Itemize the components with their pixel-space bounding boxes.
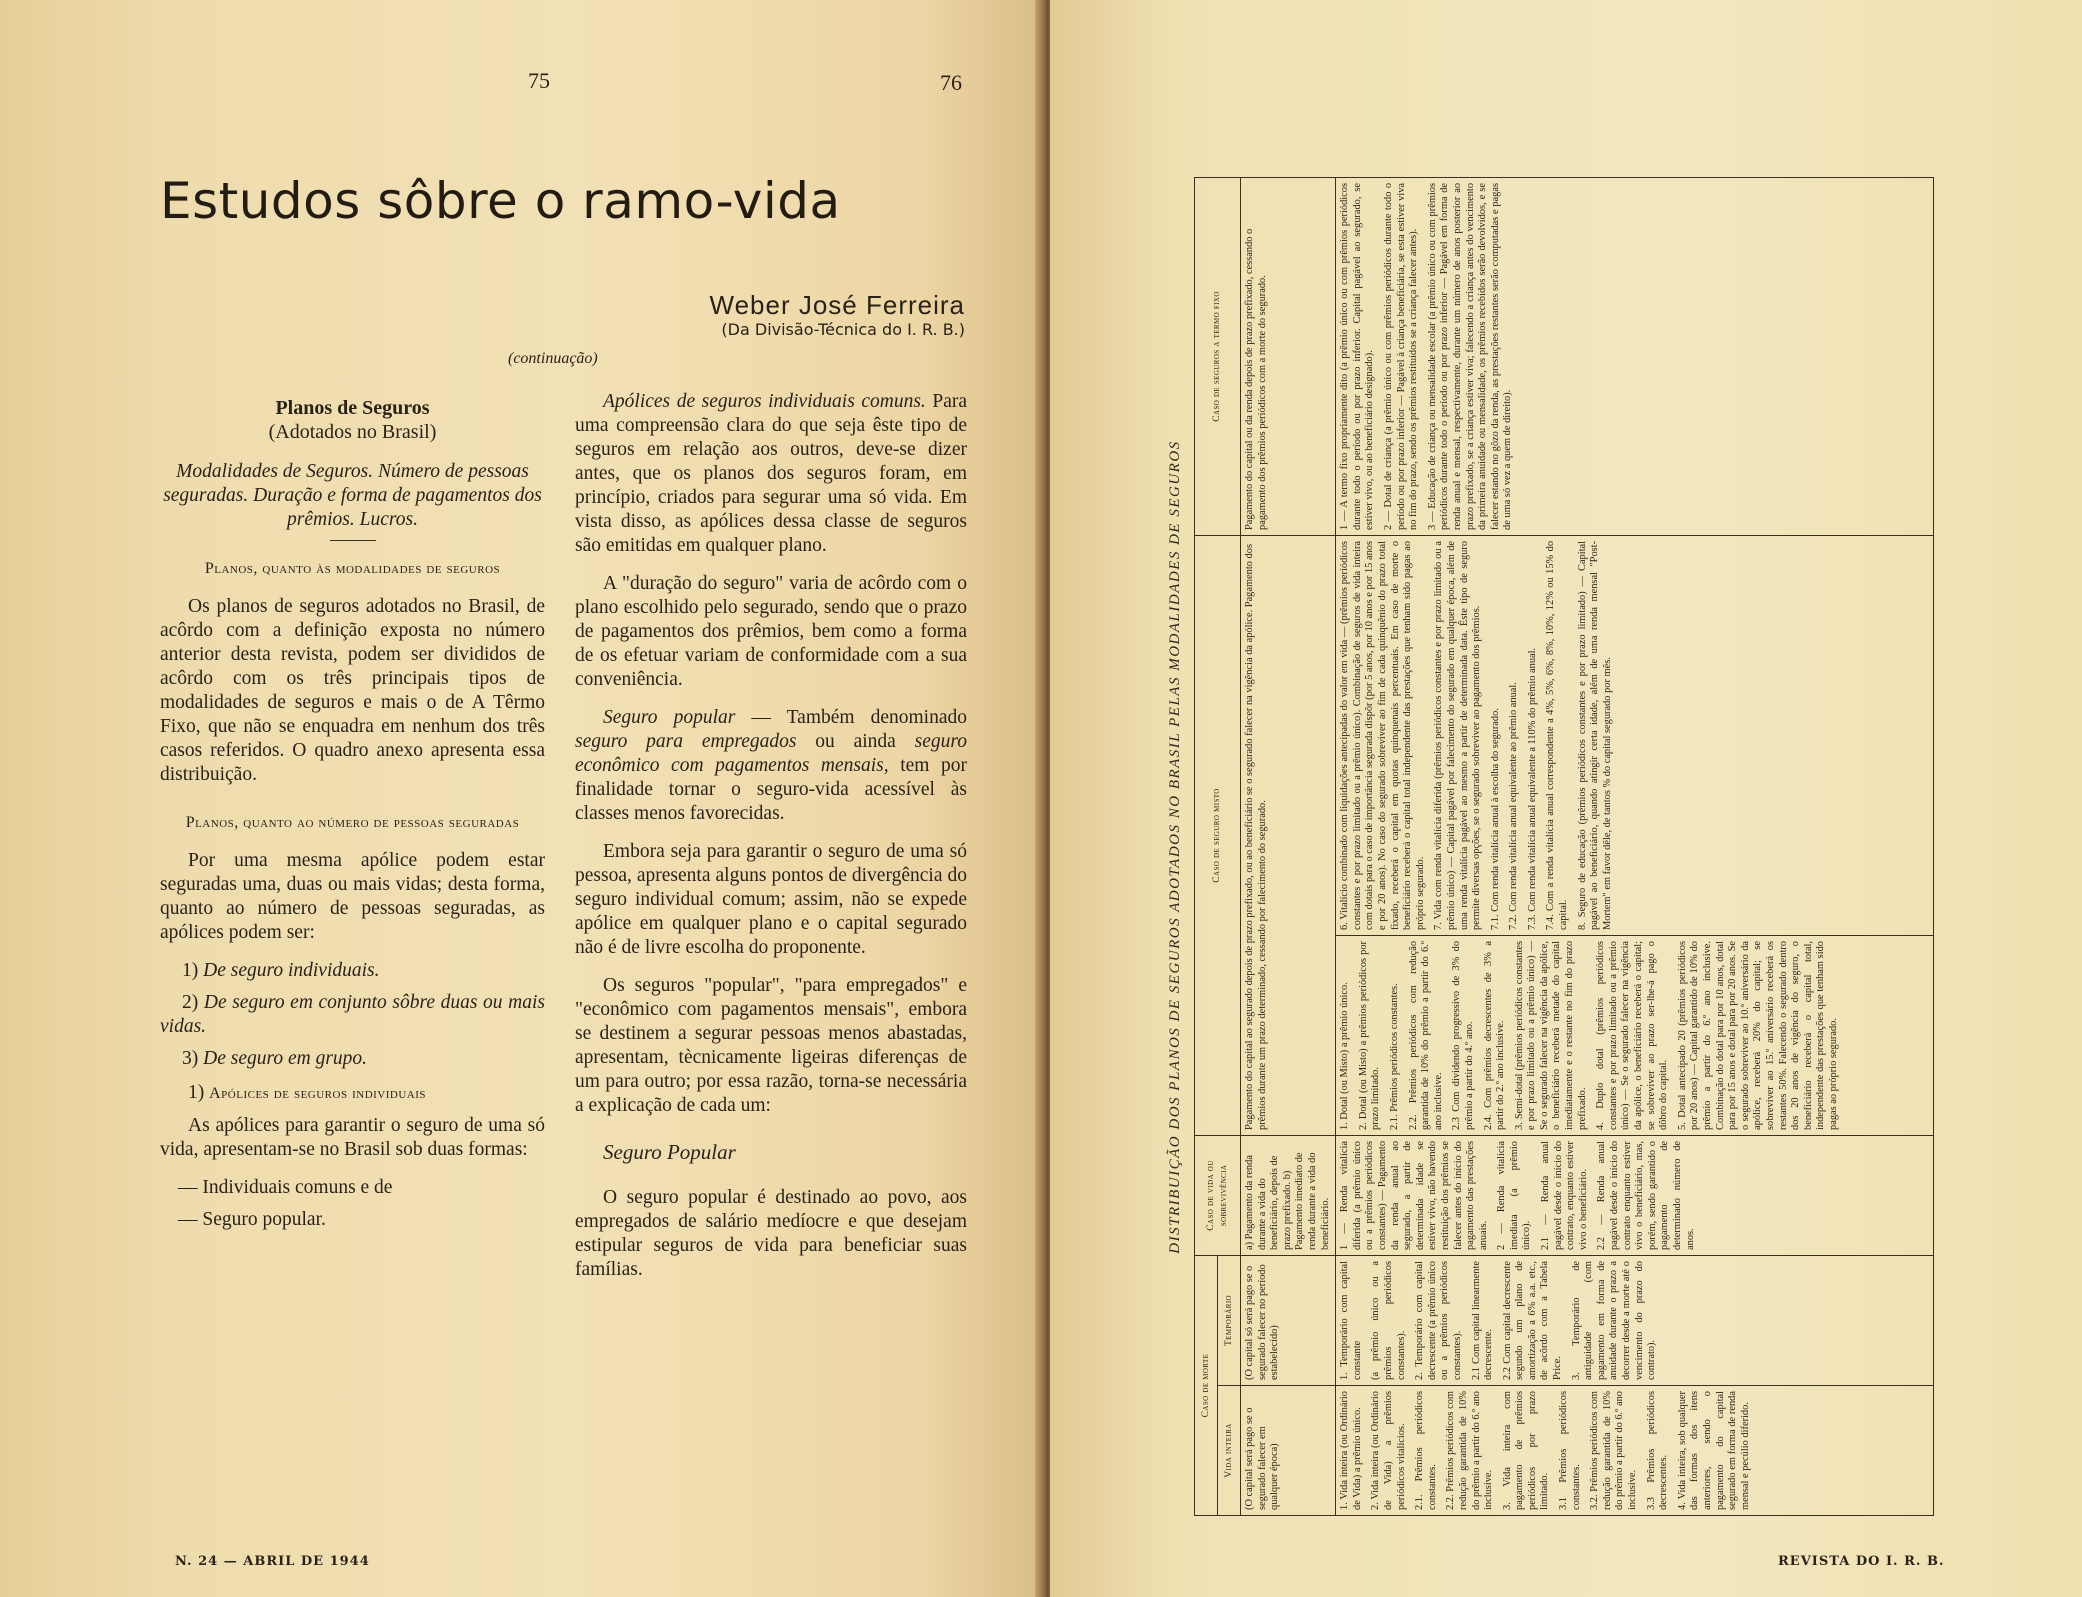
italic-summary: Modalidades de Seguros. Número de pessoas seguradas. Duração e forma de pagamentos dos prêmios. Lucros.	[163, 461, 542, 530]
header-caso-morte: Caso de morte	[1195, 1255, 1218, 1515]
table-entry: 2.4. Com prêmios decrescentes de 3% a partir do 2.º ano inclusive.	[1482, 940, 1507, 1130]
page-number-left: 75	[528, 68, 550, 93]
body-termo-fixo	[1336, 177, 1934, 535]
table-entry: 8. Seguro de educação (prêmios periódicos constantes e por prazo limitado) — Capital pagável ao beneficiário, quando atingir certa idade, além de uma renda mensal "Post-Mortem" em favor dêle, de tantos % do capital segurado por mês.	[1576, 540, 1613, 930]
table-entry: 1 — Renda vitalícia diferida (a prêmio único ou a prêmios periódicos constantes) — Pagamento da renda anual ao segurado, a partir de determinada idade se estiver vivo, não havendo restituição dos prêmios se falecer antes do início do pagamento das prestações anuais.	[1339, 1140, 1489, 1250]
paragraph-text: — Também denominado	[751, 707, 968, 728]
subheading-num: 1)	[188, 1082, 205, 1103]
list-num: 3)	[182, 1048, 199, 1069]
body-caso-vida	[1336, 1135, 1934, 1255]
table-entry: 1 — A termo fixo propriamente dito (a prêmio único ou com prêmios periódicos durante todo o período ou por prazo inferior. Capital pagável ao segurado, se estiver vivo, ou ao beneficiário designado).	[1339, 182, 1376, 530]
table-entry: 2. Dotal (ou Misto) a prêmios periódicos por prazo limitado.	[1357, 940, 1382, 1130]
dash-item-2: — Seguro popular.	[178, 1209, 326, 1230]
table-entry: 3.3 Prêmios periódicos decrescentes.	[1645, 1391, 1670, 1510]
table-entry: 6. Vitalício combinado com liquidações antecipadas do valor em vida — (prêmios periódicos constantes e por prazo limitado ou a prêmio único). Combinação de seguros de vida inteira com dotais para o caso de importância segurada dispôr (por 5 anos, por 10 anos e por 15 anos e por 20 anos). No caso do segurado sobreviver ao fim de cada quinquênio do prazo total fixado, receberá o capital em quotas quinquenais percentuais. Em caso de morte o beneficiário receberá o capital total independente das prestações que tenham sido pagas ao próprio segurado.	[1339, 540, 1426, 930]
subheading-seguro-popular: Seguro Popular	[603, 1140, 736, 1164]
page-number-right: 76	[940, 70, 962, 95]
list-text: De seguro individuais.	[203, 960, 380, 981]
paragraph-duracao: A "duração do seguro" varia de acôrdo com o plano escolhido pelo segurado, sendo que o prazo de pagamentos dos prêmios, bem como a forma de os efetuar variam de conformidade com a sua conveniência.	[575, 573, 967, 690]
continuation-note: (continuação)	[508, 350, 598, 367]
paragraph-divergencia: Embora seja para garantir o seguro de uma só pessoa, apresenta alguns pontos de divergência do seguro individual comum; assim, não se expede apólice em qualquer plano e o capital segurado não é de livre escolha do proponente.	[575, 841, 967, 958]
table-entry: 7.1. Com renda vitalícia anual à escolha do segurado.	[1489, 708, 1501, 930]
author-affiliation: (Da Divisão-Técnica do I. R. B.)	[721, 320, 965, 339]
table-entry: 1. Vida inteira (ou Ordinário de Vida) a prêmio único.	[1339, 1391, 1363, 1510]
paragraph-seguro-popular	[575, 706, 967, 826]
subheading-modalidades: Planos, quanto às modalidades de seguros	[204, 560, 501, 577]
table-title: DISTRIBUIÇÃO DOS PLANOS DE SEGUROS ADOTADOS NO BRASIL PELAS MODALIDADES DE SEGUROS	[1167, 440, 1183, 1254]
list-text: De seguro em grupo.	[203, 1048, 368, 1069]
table-entry: 3.1 Prêmios periódicos constantes.	[1558, 1391, 1582, 1510]
header-misto: Caso de seguro misto	[1195, 535, 1241, 1135]
def-caso-vida: a) Pagamento da renda durante a vida do beneficiário, depois de prazo prefixado. b) Pagamento imediato de renda durante a vida do beneficiário.	[1241, 1135, 1336, 1255]
table-entry: 7.2. Com renda vitalícia anual equivalente ao prêmio anual.	[1508, 682, 1520, 930]
table-entry: 2.2. Prêmios periódicos com redução garantida de 10% do prêmio a partir do 6.º ano inclusive.	[1407, 940, 1444, 1130]
table-entry: 2.1 — Renda anual pagável desde o início do contrato, enquanto estiver vivo o beneficiário.	[1540, 1140, 1589, 1250]
paragraph-diferencas: Os seguros "popular", "para empregados" e "econômico com pagamentos mensais", embora se destinem a segurar pessoas menos abastadas, apresentam, tècnicamente ligeiras diferenças de um para outro; por essa razão, torna-se necessária a explicação de cada um:	[575, 975, 967, 1116]
header-vida-inteira: Vida inteira	[1218, 1386, 1241, 1516]
list-item-3	[160, 1047, 545, 1071]
table-entry: 2.2. Prêmios periódicos com redução garantida de 10% do prêmio a partir do 6.º ano inclusive.	[1445, 1391, 1495, 1510]
body-vida-inteira	[1336, 1386, 1934, 1516]
table-entry: 2.1 Com capital linearmente decrescente.	[1470, 1260, 1495, 1380]
italic-lead: Apólices de seguros individuais comuns.	[603, 391, 926, 412]
author-name: Weber José Ferreira	[709, 290, 965, 320]
distribution-table	[1194, 177, 1934, 1516]
list-item-2	[160, 991, 545, 1039]
table-entry: 4. Duplo dotal (prêmios periódicos constantes e por prazo limitado ou a prêmio único) — Se o segurado falecer na vigência da apólice, o beneficiário receberá o capital; se sobreviver ao prazo ser-lhe-á pago o dôbro do capital.	[1595, 940, 1670, 1130]
paragraph-individuais-comuns	[575, 390, 967, 558]
subheading-text: Apólices de seguros individuais	[209, 1085, 427, 1102]
paragraph-destinado: O seguro popular é destinado ao povo, aos empregados de salário medíocre e que desejam estipular seguros de vida para beneficiar suas famílias.	[575, 1187, 967, 1280]
table-entry: 2.2 Com capital decrescente segundo um plano de amortização a 6% a.a. etc., de acôrdo com a Tabela Price.	[1501, 1260, 1564, 1380]
paragraph-text: tem por finalidade tornar o seguro-vida acessível às classes menos favorecidas.	[575, 755, 968, 824]
def-termo-fixo: Pagamento do capital ou da renda depois de prazo prefixado, cessando o pagamento dos prêmios periódicos com a morte do segurado.	[1241, 177, 1336, 535]
paragraph-text: ou ainda	[815, 731, 896, 752]
rotated-table	[1158, 178, 1936, 1516]
table-entry: 2. Vida inteira (ou Ordinário de Vida) a prêmios periódicos vitalícios.	[1370, 1391, 1407, 1510]
table-entry: 5. Dotal antecipado 20 (prêmios periódicos por 20 anos) — Capital garantido de 10% do prêmio a partir do 6.º ano inclusive. Combinação do dotal para por 10 anos, dotal para por 15 anos e dotal para por 20 anos. Se o segurado sobreviver ao 10.º aniversário da apólice, receberá 20% do capital; se sobreviver ao 15.º aniversário receberá os restantes 50%. Falecendo o segurado dentro dos 20 anos de vigência do seguro, o beneficiário receberá o capital total, independente das prestações que tenham sido pagas ao próprio segurado.	[1676, 940, 1839, 1130]
list-num: 2)	[182, 992, 199, 1013]
subheading-numero-pessoas: Planos, quanto ao número de pessoas seguradas	[185, 814, 520, 831]
body-temporario	[1336, 1255, 1934, 1385]
def-vida-inteira: (O capital será pago se o segurado falecer em qualquer época)	[1241, 1386, 1336, 1516]
table-entry: 2 — Renda vitalícia imediata (a prêmio único).	[1496, 1140, 1533, 1250]
table-entry: 2.1. Prêmios periódicos constantes.	[1414, 1391, 1438, 1510]
table-entry: 2 — Dotal de criança (a prêmio único ou com prêmios periódicos durante todo o período ou por prazo inferior — Pagável à criança beneficiária, se esta estiver viva no fim do prazo, sendo os prêmios restituídos se a criança falecer antes).	[1382, 182, 1420, 530]
article-title: Estudos sôbre o ramo-vida	[160, 172, 841, 230]
table-entry: 2.1. Prêmios periódicos constantes.	[1388, 983, 1400, 1130]
section-subheading: (Adotados no Brasil)	[268, 421, 437, 443]
list-text: De seguro em conjunto sôbre duas ou mais vidas.	[160, 992, 545, 1037]
footer-right: REVISTA DO I. R. B.	[1778, 1554, 1945, 1569]
divider	[330, 540, 376, 541]
footer-left: N. 24 — ABRIL DE 1944	[175, 1554, 370, 1569]
paragraph-text: Para uma compreensão clara do que seja êste tipo de seguros em relação aos outros, deve-se dizer antes, que os planos dos seguros foram, em princípio, criados para segurar uma só vida. Em vista disso, as apólices dessa classe de seguros são emitidas em qualquer plano.	[575, 391, 967, 556]
table-entry: 1. Dotal (ou Misto) a prêmio único.	[1339, 982, 1351, 1130]
table-entry: 1. Temporário com capital constante	[1339, 1260, 1363, 1380]
list-item-1	[160, 959, 545, 983]
body-misto-a	[1336, 935, 1934, 1135]
header-termo-fixo: Caso de seguros a termo fixo	[1195, 177, 1241, 535]
right-column	[575, 390, 967, 1282]
italic-lead: Seguro popular	[603, 707, 736, 728]
table-entry: 3 — Educação de criança ou mensalidade escolar (a prêmio único ou com prêmios periódicos durante todo o período ou por prazo inferior — Pagável em forma de renda anual e mensal, respectivamente, durante um número de anos posterior ao prazo prefixado, se a criança estiver viva; falecendo a criança antes do vencimento da primeira anuidade ou mensalidade, os prêmios recebidos serão devolvidos, e se falecer estando no gôzo da renda, as prestações restantes serão computadas e pagas de uma só vez a quem de direito).	[1426, 182, 1514, 530]
paragraph-modalidades: Os planos de seguros adotados no Brasil, de acôrdo com a definição exposta no número anterior desta revista, podem ser divididos de acôrdo com os três principais tipos de modalidades de seguros e mais o de A Têrmo Fixo, que não se enquadra em nenhum dos três casos referidos. O quadro anexo apresenta essa distribuição.	[160, 596, 545, 785]
subheading-individuais	[160, 1081, 545, 1106]
left-column	[160, 390, 545, 1232]
table-entry: 7.4. Com a renda vitalícia anual correspondente a 4%, 5%, 6%, 8%, 10%, 12% ou 15% do capital.	[1545, 540, 1570, 930]
section-heading: Planos de Seguros	[275, 397, 430, 419]
table-entry: 3. Temporário de antiguidade (com pagamento em forma de anuidade durante o prazo a decorrer desde a morte até o vencimento do prazo do contrato).	[1570, 1260, 1658, 1380]
table-entry: 3.2. Prêmios periódicos com redução garantida de 10% do prêmio a partir do 6.º ano inclusive.	[1589, 1391, 1639, 1510]
dash-item-1: — Individuais comuns e de	[178, 1177, 393, 1198]
header-temporario: Temporário	[1218, 1255, 1241, 1385]
table-entry: 7. Vida com renda vitalícia diferida (prêmios periódicos constantes e por prazo limitado ou a prêmio único) — Capital pagável por falecimento do segurado em qualquer época, além de uma renda vitalícia pagável ao mesmo a partir de determinada data. Êste tipo de seguro permite diversas opções, se o segurado sobreviver ao pagamento dos prêmios.	[1433, 540, 1483, 930]
table-entry: 2. Temporário com capital decrescente (a prêmio único ou a prêmios periódicos constantes).	[1414, 1260, 1463, 1380]
header-caso-vida: Caso de vida ou sobrevivência	[1195, 1135, 1241, 1255]
paragraph-numero-pessoas: Por uma mesma apólice podem estar seguradas uma, duas ou mais vidas; desta forma, quanto ao número de pessoas seguradas, as apólices podem ser:	[160, 850, 545, 943]
table-entry: 3. Semi-dotal (prêmios periódicos constantes e por prazo limitado ou a prêmio único) — Se o segurado falecer na vigência da apólice, o beneficiário receberá metade do capital imediatamente e o restante no fim do prazo prefixado.	[1513, 940, 1588, 1130]
table-entry: 4. Vida inteira, sob qualquer das formas dos itens anteriores, sendo o pagamento do capital segurado em forma de renda mensal e pecúlio diferido.	[1676, 1391, 1751, 1510]
def-misto: Pagamento do capital ao segurado depois de prazo prefixado, ou ao beneficiário se o segurado falecer na vigência da apólice. Pagamento dos prêmios durante um prazo determinado, cessando por falecimento do segurado.	[1241, 535, 1336, 1135]
list-num: 1)	[182, 960, 199, 981]
body-misto-b	[1336, 535, 1934, 935]
table-entry: 2.2 — Renda anual pagável desde o início do contrato enquanto estiver vivo o beneficiário, mas, porém, sendo garantido o pagamento de determinado número de anos.	[1596, 1140, 1696, 1250]
table-entry: (a prêmio único ou a prêmios periódicos constantes).	[1370, 1260, 1407, 1380]
italic-term: seguro econômico com pagamentos mensais,	[575, 731, 968, 776]
table-entry: 7.3. Com renda vitalícia anual equivalente a 110% do prêmio anual.	[1526, 647, 1538, 930]
table-entry: 2.3 Com dividendo progressivo de 3% do prêmio a partir do 4.º ano.	[1451, 940, 1475, 1130]
italic-term: seguro para empregados	[575, 731, 797, 752]
def-temporario: (O capital só será pago se o segurado falecer no período estabelecido)	[1241, 1255, 1336, 1385]
paragraph-individuais: As apólices para garantir o seguro de uma só vida, apresentam-se no Brasil sob duas formas:	[160, 1115, 545, 1160]
table-entry: 3. Vida inteira com pagamento de prêmios periódicos por prazo limitado.	[1501, 1391, 1551, 1510]
